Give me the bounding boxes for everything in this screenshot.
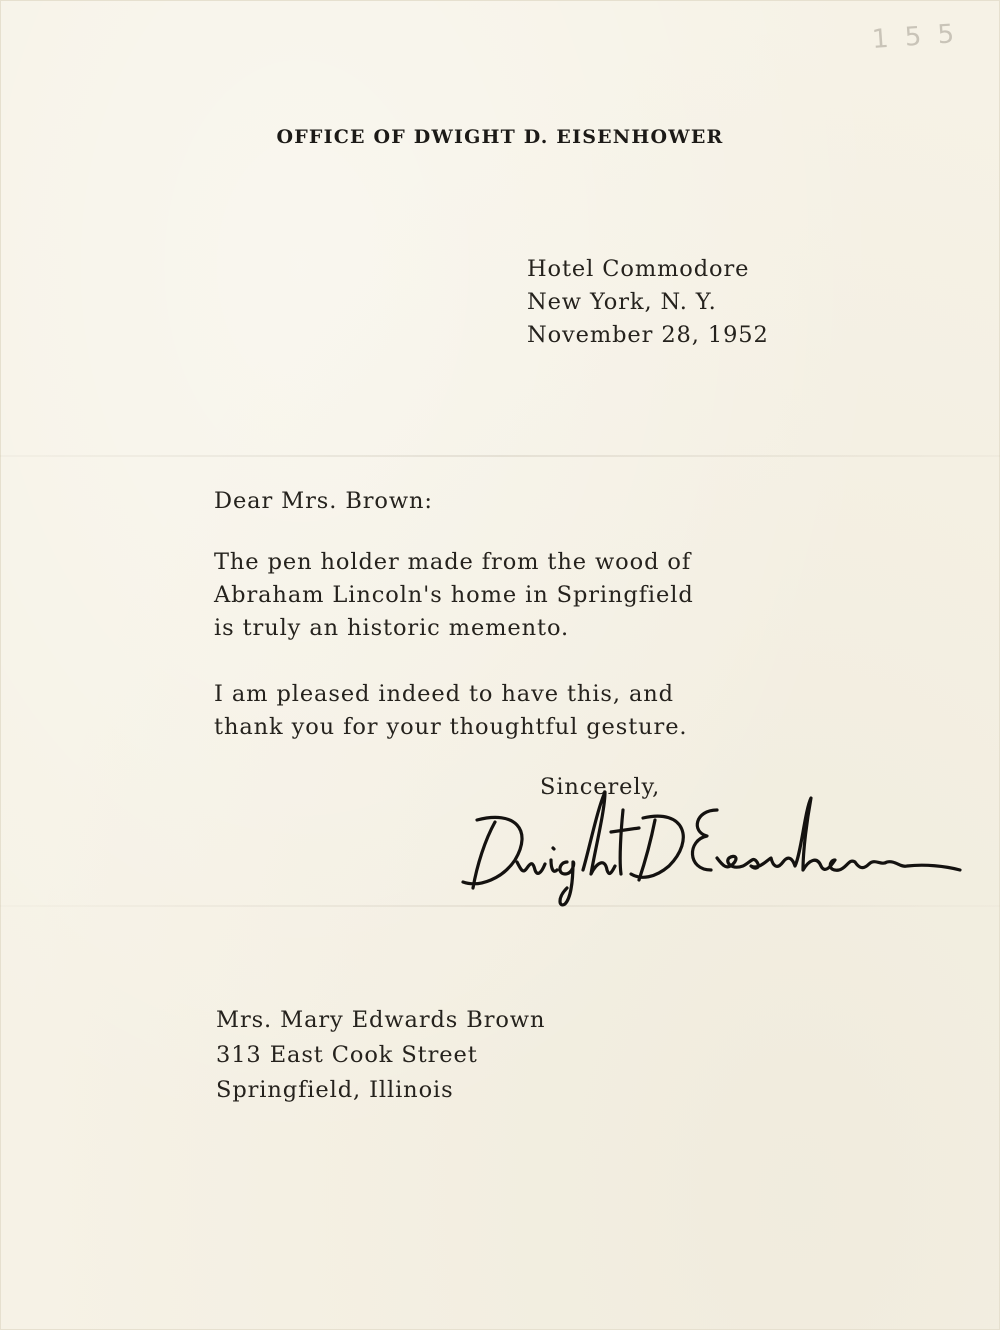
body-paragraph-1: [214, 546, 694, 645]
body-line: The pen holder made from the wood of: [214, 549, 692, 575]
closing: Sincerely,: [540, 774, 661, 800]
dateline-location: Hotel Commodore: [527, 256, 750, 282]
handwritten-signature: [455, 770, 975, 910]
recipient-street: 313 East Cook Street: [216, 1042, 478, 1068]
letterhead: OFFICE OF DWIGHT D. EISENHOWER: [276, 126, 724, 148]
salutation: Dear Mrs. Brown:: [214, 488, 433, 514]
dateline: [527, 253, 769, 352]
signature-text: Dwight D. Eisenhower: [455, 770, 465, 771]
body-line: I am pleased indeed to have this, and: [214, 681, 674, 707]
recipient-city: Springfield, Illinois: [216, 1077, 454, 1103]
recipient-address: [216, 1003, 545, 1108]
body-line: Abraham Lincoln's home in Springfield: [214, 582, 694, 608]
paper-fold-line: [0, 455, 1000, 457]
dateline-date: November 28, 1952: [527, 322, 769, 348]
body-line: is truly an historic memento.: [214, 615, 570, 641]
body-paragraph-2: [214, 678, 687, 744]
recipient-name: Mrs. Mary Edwards Brown: [216, 1007, 546, 1033]
body-line: thank you for your thoughtful gesture.: [214, 714, 688, 740]
pencil-note: 1 5 5: [871, 19, 960, 55]
dateline-city: New York, N. Y.: [527, 289, 717, 315]
